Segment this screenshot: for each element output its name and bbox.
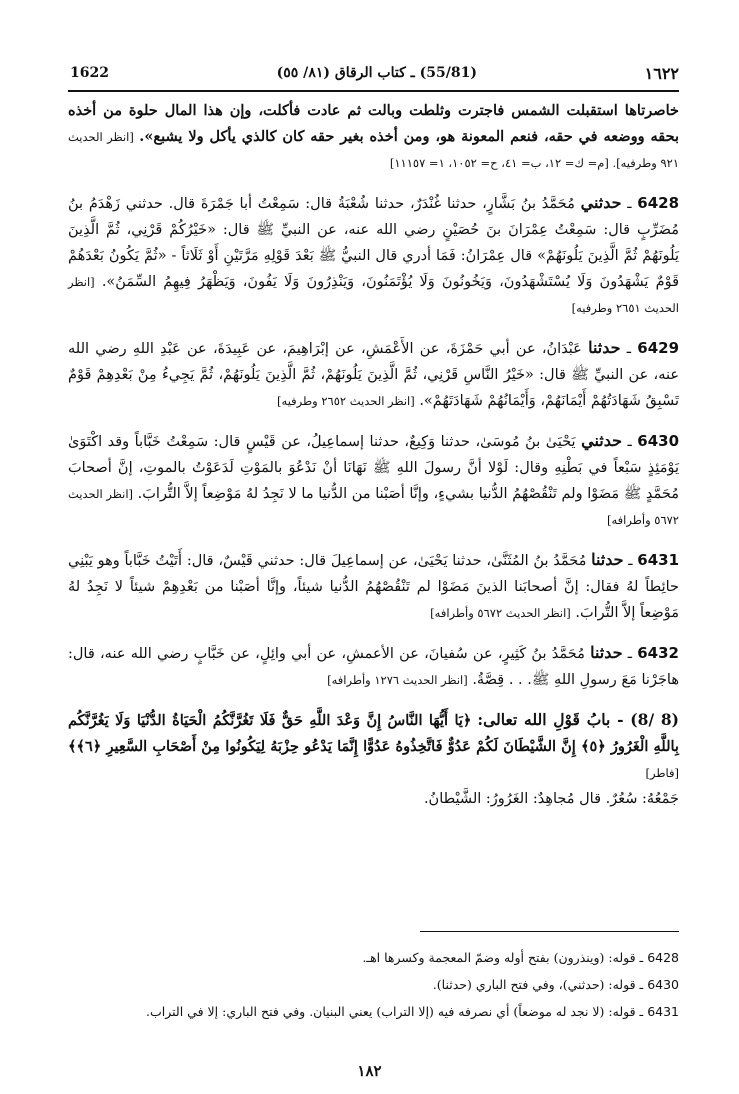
hadith-text: مُحَمَّدُ بنُ بَشَّارٍ، حدثنا غُنْدَرٌ، حدثنا شُعْبَةُ قال: سَمِعْتُ أبا جَمْرَةَ قال. حدثني زَهْدَمُ بنُ مُضَرِّبٍ قال: سَمِعْتُ عِمْرَانَ بنَ حُصَيْنٍ رضي الله عنه، عن النبيِّ ﷺ قال: «خَيْرُكُمْ قَرْنِي، ثُمَّ الَّذِينَ يَلُونَهُمْ ثُمَّ الَّذِينَ يَلُونَهُمْ» قال عِمْرَانُ: فَمَا أدري قال النبيُّ ﷺ بَعْدَ قَوْلِهِ مَرَّتَيْنِ أَوْ ثَلَاثاً - «ثُمَّ يَكُونُ بَعْدَهُمْ قَوْمٌ يَشْهَدُونَ وَلَا يُسْتَشْهَدُونَ، وَيَخُونُونَ وَلَا يُؤْتَمَنُونَ، وَيَنْذِرُونَ وَلَا يَفُونَ، وَيَظْهَرُ فِيهِمُ السِّمَنُ».	[68, 196, 680, 290]
hadith-text: عَبْدَانُ، عن أبي حَمْزَةَ، عن الأَعْمَشِ، عن إبْرَاهِيمَ، عن عَبِيدَةَ، عن عَبْدِ اللهِ رضي الله عنه، عن النبيِّ ﷺ قال: «خَيْرُ النَّاسِ قَرْنِي، ثُمَّ الَّذِينَ يَلُونَهُمْ، ثُمَّ الَّذِينَ يَلُونَهُمْ، ثُمَّ يَجِيءُ مِنْ بَعْدِهِمْ قَوْمٌ تَسْبِقُ شَهَادَتُهُمْ أَيْمَانَهُمْ، وَأَيْمَانُهُمْ شَهَادَتَهُمْ».	[68, 341, 679, 409]
footnote-text: ـ قوله: (حدثني)، وفي فتح الباري (حدثنا).	[432, 977, 644, 992]
hadith-narration-word: حدثنا	[590, 643, 623, 662]
hadith-text: مُحَمَّدُ بنُ كَثِيرٍ، عن سُفيانَ، عن الأعمشِ، عن أبي وائِلٍ، عن خَبَّابٍ رضي الله عنه، قال: هاجَرْنا مَعَ رسولِ اللهِ ﷺ. . . قِصَّةُ.	[68, 646, 679, 688]
footnote-text: ـ قوله: (وينذرون) بفتح أوله وضمّ المعجمة وكسرها اهـ.	[362, 950, 644, 965]
continued-hadith	[68, 98, 679, 176]
hadith-reference: [انظر الحديث ٢٦٥٢ وطرفيه]	[277, 394, 415, 408]
hadith-text: خاصرتاها استقبلت الشمس فاجترت وثلطت وبالت ثم عادت فأكلت، وإن هذا المال حلوة من أخذه بحقه ووضعه في حقه، فنعم المعونة هو، ومن أخذه بغير حقه كان كالذي يأكل ولا يشبع».	[68, 102, 680, 145]
hadith-reference: [انظر الحديث ٥٦٧٢ وأطرافه]	[430, 606, 571, 620]
hadith-6429: 6429 ـ حدثنا عَبْدَانُ، عن أبي حَمْزَةَ، عن الأَعْمَشِ، عن إبْرَاهِيمَ، عن عَبِيدَةَ، عن عَبْدِ اللهِ رضي الله عنه، عن النبيِّ ﷺ قال: «خَيْرُ النَّاسِ قَرْنِي، ثُمَّ الَّذِينَ يَلُونَهُمْ، ثُمَّ الَّذِينَ يَلُونَهُمْ، ثُمَّ يَجِيءُ مِنْ بَعْدِهِمْ قَوْمٌ تَسْبِقُ شَهَادَتُهُمْ أَيْمَانَهُمْ، وَأَيْمَانُهُمْ شَهَادَتَهُمْ». [انظر الحديث ٢٦٥٢ وطرفيه]	[68, 338, 680, 409]
hadith-number: 6432	[637, 644, 679, 662]
hadith-6432: 6432 ـ حدثنا مُحَمَّدُ بنُ كَثِيرٍ، عن سُفيانَ، عن الأعمشِ، عن أبي وائِلٍ، عن خَبَّابٍ رضي الله عنه، قال: هاجَرْنا مَعَ رسولِ اللهِ ﷺ. . . قِصَّةُ. [انظر الحديث ١٢٧٦ وأطرافه]	[68, 643, 679, 688]
page-number-latin: 1622	[70, 65, 109, 81]
hadith-reference: [انظر الحديث ٥٦٧٢ وأطرافه]	[68, 487, 679, 527]
hadith-6430: 6430 ـ حدثني يَحْيَىٰ بنُ مُوسَىٰ، حدثنا وَكِيعٌ، حدثنا إسماعِيلُ، عن قَيْسٍ قال: سَمِعْتُ خَبَّاباً وقد اكْتَوَىٰ يَوْمَئِذٍ سَبْعاً في بَطْنِهِ وقال: لَوْلا أنَّ رسولَ اللهِ ﷺ نَهَانَا أنْ نَدْعُوَ بالمَوْتِ لَدَعَوْتُ بالموتِ، إنَّ أصحابَ مُحَمَّدٍ ﷺ مَضَوْا ولم تَنْقُصْهُمُ الدُّنيا بشيءٍ، وإنَّا أصَبْنا من الدُّنيا ما لا نَجِدُ لهُ مَوْضِعاً إلاَّ التُّرابَ. [انظر الحديث ٥٦٧٢ وأطرافه]	[68, 431, 680, 527]
header-rule	[68, 90, 679, 92]
hadith-narration-word: حدثنا	[591, 550, 624, 569]
footnote	[68, 944, 679, 971]
page-folio: ١٨٢	[357, 1062, 382, 1080]
hadith-reference: [انظر الحديث ٩٢١ وطرفيه]. [م= ك= ١٢، ب= ٤١، ح= ١٠٥٢، ١= ١١١٥٧]	[68, 130, 679, 170]
page-number-arabic: ١٦٢٢	[644, 63, 679, 83]
chapter-note: جَمْعُهُ: سُعُرٌ. قال مُجاهِدٌ: الغَرُورُ: الشَّيْطانُ.	[423, 791, 679, 807]
hadith-6428: 6428 ـ حدثني مُحَمَّدُ بنُ بَشَّارٍ، حدثنا غُنْدَرٌ، حدثنا شُعْبَةُ قال: سَمِعْتُ أبا جَمْرَةَ قال. حدثني زَهْدَمُ بنُ مُضَرِّبٍ قال: سَمِعْتُ عِمْرَانَ بنَ حُصَيْنٍ رضي الله عنه، عن النبيِّ ﷺ قال: «خَيْرُكُمْ قَرْنِي، ثُمَّ الَّذِينَ يَلُونَهُمْ ثُمَّ الَّذِينَ يَلُونَهُمْ» قال عِمْرَانُ: فَمَا أدري قال النبيُّ ﷺ بَعْدَ قَوْلِهِ مَرَّتَيْنِ أَوْ ثَلَاثاً - «ثُمَّ يَكُونُ بَعْدَهُمْ قَوْمٌ يَشْهَدُونَ وَلَا يُسْتَشْهَدُونَ، وَيَخُونُونَ وَلَا يُؤْتَمَنُونَ، وَيَنْذِرُونَ وَلَا يَفُونَ، وَيَظْهَرُ فِيهِمُ السِّمَنُ». [انظر الحديث ٢٦٥١ وطرفيه]	[68, 193, 680, 315]
hadith-number: 6431	[637, 551, 680, 569]
footnote	[68, 998, 679, 1025]
hadith-narration-word: حدثنا	[588, 338, 621, 357]
hadith-reference: [انظر الحديث ١٢٧٦ وأطرافه]	[327, 673, 468, 687]
surah-name: [فاطر]	[645, 766, 679, 780]
footnote-text: ـ قوله: (لا نجد له موضعاً) أي نصرفه فيه (إلا التراب) يعني البنيان. وفي فتح الباري: إلا في التراب.	[146, 1004, 644, 1019]
footnote-number: 6431	[647, 1004, 679, 1019]
hadith-text: مُحَمَّدُ بنُ المُثَنَّىٰ، حدثنا يَحْيَىٰ، عن إسماعِيلَ قال: حدثني قَيْسٌ، قال: أَتَيْتُ خَبَّاباً وهو يَبْنِي حائِطاً لهُ فقال: إنَّ أصحابَنا الذينَ مَضَوْا لم تَنْقُصْهُمُ الدُّنيا شيئاً، وإنَّا أصَبْنا من بَعْدِهِمْ شيئاً لا نَجِدُ لهُ مَوْضِعاً إلاَّ التُّرابَ.	[68, 553, 679, 621]
hadith-text: يَحْيَىٰ بنُ مُوسَىٰ، حدثنا وَكِيعٌ، حدثنا إسماعِيلُ، عن قَيْسٍ قال: سَمِعْتُ خَبَّاباً وقد اكْتَوَىٰ يَوْمَئِذٍ سَبْعاً في بَطْنِهِ وقال: لَوْلا أنَّ رسولَ اللهِ ﷺ نَهَانَا أنْ نَدْعُوَ بالمَوْتِ لَدَعَوْتُ بالموتِ، إنَّ أصحابَ مُحَمَّدٍ ﷺ مَضَوْا ولم تَنْقُصْهُمُ الدُّنيا بشيءٍ، وإنَّا أصَبْنا من الدُّنيا ما لا نَجِدُ لهُ مَوْضِعاً إلاَّ التُّرابَ.	[68, 434, 680, 502]
hadith-number: 6430	[637, 432, 680, 450]
footnotes	[68, 944, 679, 1025]
hadith-number: 6428	[637, 194, 680, 212]
hadith-6431: 6431 ـ حدثنا مُحَمَّدُ بنُ المُثَنَّىٰ، حدثنا يَحْيَىٰ، عن إسماعِيلَ قال: حدثني قَيْسٌ، قال: أَتَيْتُ خَبَّاباً وهو يَبْنِي حائِطاً لهُ فقال: إنَّ أصحابَنا الذينَ مَضَوْا لم تَنْقُصْهُمُ الدُّنيا شيئاً، وإنَّا أصَبْنا من بَعْدِهِمْ شيئاً لا نَجِدُ لهُ مَوْضِعاً إلاَّ التُّرابَ. [انظر الحديث ٥٦٧٢ وأطرافه]	[68, 550, 680, 621]
main-text	[68, 98, 679, 826]
chapter-label: (8 /8) - بابُ قَوْلِ الله تعالى:	[477, 710, 680, 729]
running-title: (55/81) ـ كتاب الرقاق (٨١/ ٥٥)	[276, 65, 477, 81]
footnote	[68, 971, 679, 998]
quran-verse: ﴿يَا أَيُّهَا النَّاسُ إِنَّ وَعْدَ اللَّهِ حَقٌّ فَلَا تَغُرَّنَّكُمُ الْحَيَاةُ الدُّنْيَا وَلَا يَغُرَّنَّكُم بِاللَّهِ الْغَرُورُ ﴿٥﴾ إِنَّ الشَّيْطَانَ لَكُمْ عَدُوٌّ فَاتَّخِذُوهُ عَدُوًّا إِنَّمَا يَدْعُو حِزْبَهُ لِيَكُونُوا مِنْ أَصْحَابِ السَّعِيرِ ﴿٦﴾﴾	[68, 712, 679, 755]
hadith-narration-word: حدثني	[581, 431, 623, 450]
footnote-rule	[420, 931, 679, 932]
chapter-heading	[68, 707, 679, 812]
footnote-number: 6428	[647, 950, 679, 965]
hadith-number: 6429	[637, 339, 680, 357]
hadith-narration-word: حدثني	[580, 193, 622, 212]
running-header	[70, 58, 679, 88]
hadith-reference: [انظر الحديث ٢٦٥١ وطرفيه]	[68, 275, 679, 315]
footnote-number: 6430	[647, 977, 679, 992]
